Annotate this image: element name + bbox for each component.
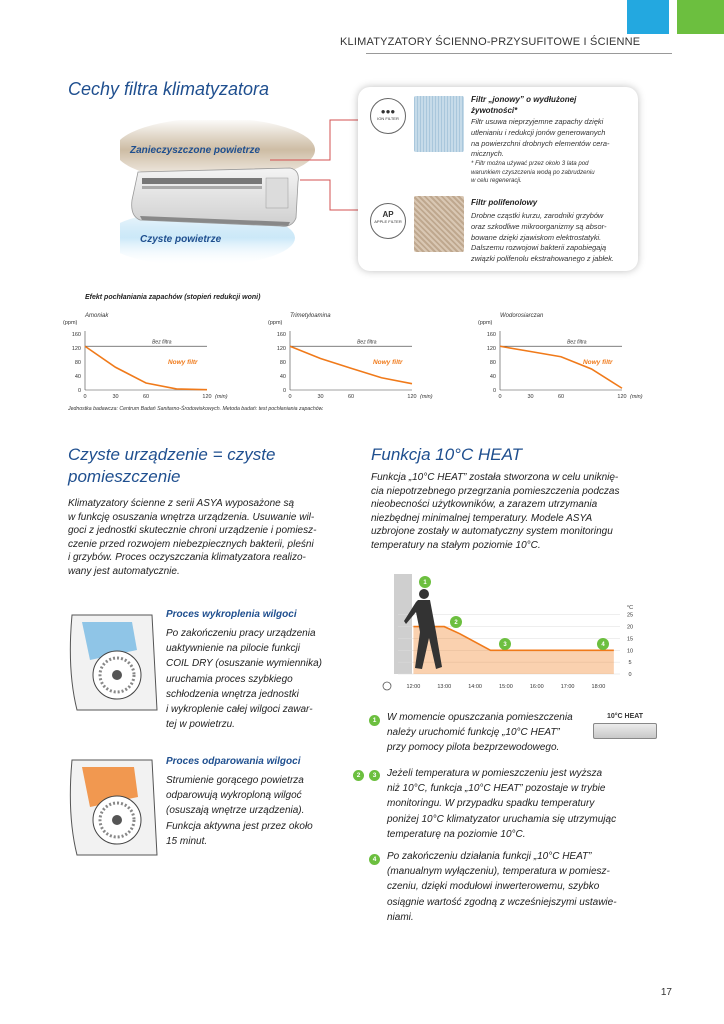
clean-device-line: i grzybów. Proces oczyszczania klimatyzatora realizo- <box>68 552 306 564</box>
legend-no-filter: Bez filtra <box>152 339 172 346</box>
y-tick-label: 120 <box>71 346 81 352</box>
odor-chart-title: Trimetyloamina <box>290 313 331 319</box>
heat-button-label: 10°C HEAT <box>606 713 644 720</box>
y-tick-label: 160 <box>276 332 286 338</box>
odor-chart-title: Amoniak <box>85 313 109 319</box>
ion-filter-note-line: w celu regeneracji. <box>471 177 522 185</box>
condensation-line: schłodzenia wnętrza jednostki <box>166 688 299 700</box>
odor-chart-footnote: Jednostka badawcza: Centrum Badań Sanitarno-Środowiskowych. Metoda badań: test pochłaniania zapachów. <box>68 406 324 412</box>
x-tick-label: 60 <box>557 394 565 400</box>
odor-chart-heading: Efekt pochłaniania zapachów (stopień redukcji woni) <box>85 294 261 301</box>
heat-function-line: temperatury na stałym poziomie 10°C. <box>371 539 541 551</box>
x-tick-label: 0 <box>498 394 502 400</box>
condensation-line: Po zakończeniu pracy urządzenia <box>166 628 316 639</box>
clean-device-line: w funkcję osuszania wnętrza urządzenia. Usuwanie wil- <box>68 511 315 523</box>
x-unit-label: (min) <box>215 394 228 400</box>
y-tick-label: 25 <box>626 612 634 619</box>
ion-filter-title <box>471 94 576 116</box>
y-tick-label: 80 <box>489 360 496 366</box>
clean-device-title-line2: pomieszczenie <box>68 467 181 486</box>
x-tick-label: 13:00 <box>437 684 452 690</box>
ion-filter-icon: ●●● ION FILTER <box>370 98 406 134</box>
series-line-new-filter <box>85 346 207 389</box>
ion-filter-note-line: warunkiem czyszczenia wodą po zabrudzeniu <box>471 168 595 176</box>
step1-line: należy uruchomić funkcję „10°C HEAT” <box>387 727 560 739</box>
x-tick-label: 15:00 <box>499 684 513 690</box>
clean-device-title-line1: Czyste urządzenie = czyste <box>68 445 276 464</box>
step23-line: Jeżeli temperatura w pomieszczeniu jest wyższa <box>387 768 603 779</box>
odor-charts <box>55 308 685 408</box>
y-tick-label: 160 <box>486 332 496 338</box>
legend-no-filter: Bez filtra <box>567 339 587 346</box>
step-badge-3: 3 <box>369 770 380 781</box>
condensation-text <box>166 626 322 732</box>
ion-filter-image <box>414 96 464 152</box>
y-unit-label: °C <box>626 605 634 611</box>
step4-line: Po zakończeniu działania funkcji „10°C HEAT” <box>387 851 592 862</box>
step23-line: poniżej 10°C klimatyzator uruchamia się utrzymując <box>387 813 617 825</box>
y-tick-label: 40 <box>279 374 286 380</box>
condensation-line: tej w powietrzu. <box>166 719 235 731</box>
person-head <box>419 589 429 599</box>
section-header: KLIMATYZATORY ŚCIENNO-PRZYSUFITOWE I ŚCIENNE <box>340 36 641 48</box>
heat-function-line: uzbrojone zostały w automatyczny system monitoringu <box>371 526 613 538</box>
step4-line: (manualnym wyłączeniu), temperatura w pomiesz- <box>387 866 610 878</box>
ion-filter-icon-label: ION FILTER <box>377 116 399 121</box>
clock-icon <box>383 682 391 690</box>
condensation-line: uruchamia proces szybkiego <box>166 673 293 685</box>
apple-filter-image <box>414 196 464 252</box>
y-tick-label: 10 <box>626 648 634 655</box>
x-tick-label: 120 <box>202 394 212 400</box>
y-tick-label: 120 <box>276 346 286 352</box>
clean-device-line: czenie przed rozwojem niebezpiecznych bakterii, pleśni <box>68 538 314 550</box>
y-tick-label: 40 <box>74 374 81 380</box>
x-tick-label: 60 <box>347 394 355 400</box>
heat-function-title: Funkcja 10°C HEAT <box>371 445 523 464</box>
ion-filter-line: Filtr usuwa nieprzyjemne zapachy dzięki <box>471 117 604 126</box>
ion-filter-line: utlenianiu i redukcji jonów generowanych <box>471 127 606 137</box>
y-unit-label: (ppm) <box>478 320 493 326</box>
heat-function-text <box>371 471 619 553</box>
step23-line: temperaturę na poziomie 10°C. <box>387 828 526 840</box>
condensation-line: COIL DRY (osuszanie wymiennika) <box>166 658 322 670</box>
x-tick-label: 14:00 <box>468 684 482 690</box>
heat-step-label: 4 <box>601 642 605 649</box>
apple-filter-line: Drobne cząstki kurzu, zarodniki grzybów <box>471 211 604 220</box>
dirty-air-label: Zanieczyszczone powietrze <box>130 145 261 156</box>
ion-filter-line: na powierzchni drobnych elementów cera- <box>471 138 610 148</box>
header-tab-green <box>677 0 724 34</box>
step-badge-4: 4 <box>369 854 380 865</box>
x-tick-label: 120 <box>407 394 417 400</box>
evaporation-line: odparowują wykroploną wilgoć <box>166 790 302 802</box>
evaporation-line: 15 minut. <box>166 835 208 847</box>
step4-text <box>387 849 617 925</box>
apple-filter-icon-short: AP <box>382 210 394 219</box>
clean-device-line: Klimatyzatory ścienne z serii ASYA wyposażone są <box>68 498 295 509</box>
condensation-line: uaktywnienie na pilocie funkcji <box>166 643 300 655</box>
y-tick-label: 0 <box>282 388 286 394</box>
x-tick-label: 16:00 <box>529 684 544 690</box>
apple-filter-title: Filtr polifenolowy <box>471 198 538 207</box>
heat-remote-button <box>593 723 657 739</box>
x-tick-label: 0 <box>288 394 292 400</box>
y-tick-label: 160 <box>71 332 81 338</box>
evaporation-line: (osuszają wnętrze urządzenia). <box>166 805 305 817</box>
apple-filter-icon <box>370 203 406 239</box>
heat-chart <box>380 572 640 694</box>
series-line-new-filter <box>500 346 622 388</box>
evaporation-text <box>166 773 313 849</box>
heat-function-line: niezbędnej minimalnej temperatury. Modele ASYA <box>371 512 593 524</box>
page-number: 17 <box>660 987 672 998</box>
heat-function-line: Funkcja „10°C HEAT” została stworzona w celu uniknię- <box>371 472 619 483</box>
ion-filter-note <box>471 160 595 186</box>
heat-function-line: cia niepotrzebnego przegrzania pomieszczenia podczas <box>371 485 620 497</box>
y-tick-label: 80 <box>279 360 286 366</box>
step23-line: monitoringu. W przypadku spadku temperatury <box>387 798 595 810</box>
x-tick-label: 60 <box>142 394 150 400</box>
clean-air-label: Czyste powietrze <box>140 234 222 245</box>
wall <box>394 574 412 674</box>
ion-filter-title-line1: Filtr „jonowy” o wydłużonej <box>471 95 577 104</box>
x-tick-label: 30 <box>527 394 534 400</box>
condensation-title: Proces wykroplenia wilgoci <box>166 609 297 620</box>
legend-no-filter: Bez filtra <box>357 339 377 346</box>
x-tick-label: 17:00 <box>560 684 575 690</box>
x-tick-label: 12:00 <box>406 684 421 690</box>
y-unit-label: (ppm) <box>268 320 283 326</box>
y-tick-label: 120 <box>486 346 496 352</box>
y-tick-label: 80 <box>74 360 81 366</box>
header-tab-blue <box>627 0 669 34</box>
y-unit-label: (ppm) <box>63 320 78 326</box>
x-tick-label: 30 <box>317 394 324 400</box>
legend-new-filter: Nowy filtr <box>582 359 613 366</box>
heat-step-label: 3 <box>503 642 507 649</box>
y-tick-label: 5 <box>628 660 632 667</box>
odor-chart-title: Wodorosiarczan <box>500 313 544 319</box>
evaporation-line: Funkcja aktywna jest przez około <box>166 820 313 832</box>
ion-filter-title-line2: żywotności* <box>471 106 518 115</box>
step4-line: niami. <box>387 911 414 923</box>
step4-line: czeniu, dzięki modułowi inwerterowemu, szybko <box>387 881 600 893</box>
step1-text <box>387 710 573 756</box>
ion-filter-line: micznych. <box>471 149 504 159</box>
x-tick-label: 0 <box>83 394 87 400</box>
ion-filter-note-line: * Filtr można używać przez około 3 lata pod <box>471 160 589 167</box>
evaporation-title: Proces odparowania wilgoci <box>166 756 301 767</box>
condensation-illustration <box>62 610 162 715</box>
apple-filter-icon-label: APPLE FILTER <box>374 219 402 224</box>
clean-device-title <box>68 444 275 488</box>
step-badge-1: 1 <box>369 715 380 726</box>
x-unit-label: (min) <box>630 394 643 400</box>
step1-line: W momencie opuszczania pomieszczenia <box>387 712 573 723</box>
x-unit-label: (min) <box>420 394 433 400</box>
y-tick-label: 0 <box>77 388 81 394</box>
condensation-line: i wykroplenie całej wilgoci zawar- <box>166 704 313 716</box>
apple-filter-line: oraz szkodliwe mikroorganizmy są absor- <box>471 221 607 231</box>
y-tick-label: 20 <box>626 624 634 631</box>
step23-line: niż 10°C, funkcja „10°C HEAT” pozostaje w trybie <box>387 783 606 795</box>
legend-new-filter: Nowy filtr <box>372 359 403 366</box>
apple-filter-line: bowane dzięki zjawiskom elektrostatyki. <box>471 232 602 242</box>
y-tick-label: 0 <box>628 672 632 678</box>
apple-filter-desc <box>471 211 614 265</box>
filter-section-title: Cechy filtra klimatyzatora <box>68 79 270 99</box>
heat-step-label: 2 <box>454 620 458 627</box>
header-divider <box>366 53 672 54</box>
step23-text <box>387 766 616 842</box>
x-tick-label: 120 <box>617 394 627 400</box>
y-tick-label: 0 <box>492 388 496 394</box>
apple-filter-line: Dalszemu rozwojowi bakterii zapobiegają <box>471 243 607 253</box>
y-tick-label: 15 <box>626 636 634 643</box>
clean-device-line: wany jest automatycznie. <box>68 565 180 577</box>
evaporation-line: Strumienie gorącego powietrza <box>166 775 304 786</box>
heat-function-line: nieobecności użytkowników, a zarazem utrzymania <box>371 499 598 511</box>
step-badge-2: 2 <box>353 770 364 781</box>
clean-device-line: goci z jednostki skutecznie chroni urządzenie i pomiesz- <box>68 525 317 537</box>
legend-new-filter: Nowy filtr <box>167 359 198 366</box>
y-tick-label: 40 <box>489 374 496 380</box>
evaporation-illustration <box>62 755 162 860</box>
clean-device-text <box>68 497 316 579</box>
step4-line: osiągnie wartość zgodną z wcześniejszymi ustawie- <box>387 896 617 908</box>
apple-filter-line: związki polifenolu ekstrahowanego z jabłek. <box>471 254 614 264</box>
step1-line: przy pomocy pilota bezprzewodowego. <box>387 742 560 754</box>
x-tick-label: 18:00 <box>591 684 606 690</box>
x-tick-label: 30 <box>112 394 119 400</box>
heat-step-label: 1 <box>423 580 427 587</box>
ion-filter-desc <box>471 117 609 160</box>
